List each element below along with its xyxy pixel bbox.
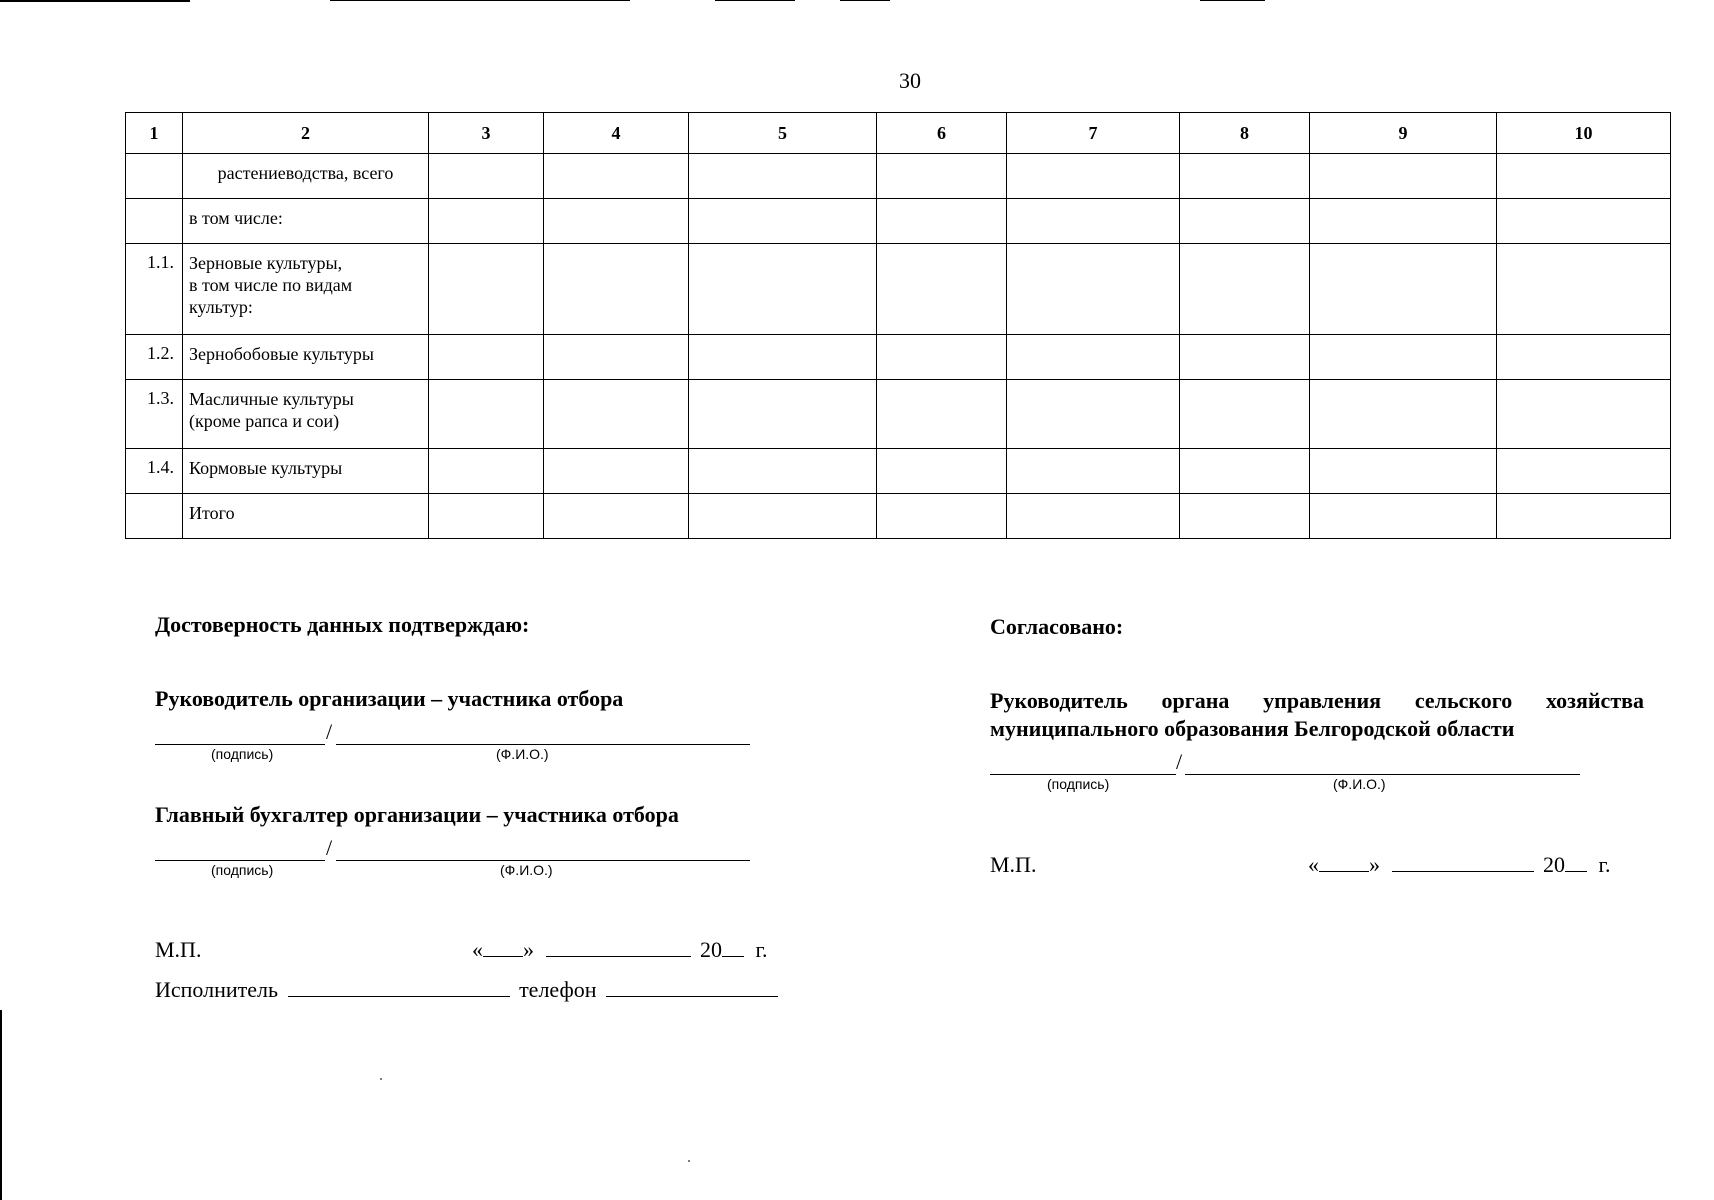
row-name: Зернобобовые культуры (183, 335, 429, 380)
row-name-line: (кроме рапса и сои) (189, 411, 340, 431)
table-cell (1497, 335, 1671, 380)
fio-line[interactable] (336, 860, 750, 861)
table-cell (1007, 449, 1180, 494)
slash-separator: / (1176, 749, 1183, 774)
table-cell (1007, 154, 1180, 199)
month-blank[interactable] (546, 938, 691, 957)
table-row (126, 449, 1671, 494)
executor-row (155, 977, 778, 1003)
quote-close: » (1369, 852, 1380, 877)
table-cell (689, 154, 877, 199)
table-cell (1310, 449, 1497, 494)
row-number (126, 199, 183, 244)
phone-label: телефон (519, 977, 597, 1002)
table-cell (1180, 380, 1310, 449)
scan-edge-top (0, 0, 190, 2)
table-cell (1310, 154, 1497, 199)
table-cell (877, 380, 1007, 449)
table-cell (429, 154, 544, 199)
table-cell (544, 380, 689, 449)
accountant-title: Главный бухгалтер организации – участника отбора (155, 802, 679, 827)
column-header: 7 (1007, 113, 1180, 154)
row-name-line: Масличные культуры (189, 389, 354, 409)
date-field (472, 937, 768, 963)
table-cell (429, 199, 544, 244)
table-cell (1497, 244, 1671, 335)
row-number: 1.1. (126, 244, 183, 335)
table-cell (1497, 380, 1671, 449)
table-cell (429, 335, 544, 380)
table-cell (544, 494, 689, 539)
fio-line[interactable] (1185, 774, 1580, 775)
table-cell (429, 449, 544, 494)
table-cell (1310, 244, 1497, 335)
page-number: 30 (899, 68, 921, 93)
row-number (126, 154, 183, 199)
table-cell (429, 244, 544, 335)
fio-line[interactable] (336, 744, 750, 745)
table-cell (689, 449, 877, 494)
caption-signature: (подпись) (211, 746, 274, 762)
table-cell (877, 199, 1007, 244)
table-cell (1180, 335, 1310, 380)
row-number (126, 494, 183, 539)
table-cell (1310, 199, 1497, 244)
confirm-heading: Достоверность данных подтверждаю: (155, 612, 530, 637)
official-title-line-1: Руководитель органа управления сельского хозяйства (990, 688, 1644, 713)
row-name-line: в том числе по видам (189, 275, 353, 295)
table-cell (689, 244, 877, 335)
column-header: 10 (1497, 113, 1671, 154)
table-cell (877, 335, 1007, 380)
year-prefix: 20 (1543, 852, 1565, 877)
signature-line[interactable] (155, 744, 325, 745)
scan-edge-top (715, 0, 795, 1)
slash-separator: / (326, 719, 333, 744)
column-header: 3 (429, 113, 544, 154)
table-cell (544, 199, 689, 244)
agreed-heading: Согласовано: (990, 614, 1124, 639)
year-blank[interactable] (1565, 853, 1587, 872)
table-cell (544, 449, 689, 494)
row-number: 1.3. (126, 380, 183, 449)
row-name-line: культур: (189, 297, 253, 317)
column-header: 6 (877, 113, 1007, 154)
table-cell (544, 335, 689, 380)
table-cell (1180, 199, 1310, 244)
table-cell (1310, 335, 1497, 380)
year-suffix: г. (755, 937, 768, 962)
data-table (125, 112, 1671, 539)
row-number: 1.2. (126, 335, 183, 380)
scan-edge-left (0, 1010, 2, 1200)
scan-speck (380, 1078, 382, 1080)
quote-close: » (523, 937, 534, 962)
column-header: 1 (126, 113, 183, 154)
table-cell (1310, 380, 1497, 449)
stamp-label: М.П. (155, 937, 202, 962)
table-row (126, 335, 1671, 380)
table-cell (877, 244, 1007, 335)
table-row (126, 380, 1671, 449)
executor-blank[interactable] (288, 978, 510, 997)
phone-blank[interactable] (606, 978, 778, 997)
caption-fio: (Ф.И.О.) (500, 862, 553, 878)
table-cell (429, 494, 544, 539)
table-row (126, 199, 1671, 244)
row-name: растениеводства, всего (183, 154, 429, 199)
quote-open: « (472, 937, 483, 962)
table-cell (877, 494, 1007, 539)
table-cell (1007, 244, 1180, 335)
head-title: Руководитель организации – участника отбора (155, 686, 624, 711)
scan-speck (688, 1160, 690, 1162)
year-suffix: г. (1598, 852, 1611, 877)
table-cell (689, 199, 877, 244)
year-blank[interactable] (722, 938, 744, 957)
quote-open: « (1308, 852, 1319, 877)
row-name-line: Зерновые культуры, (189, 253, 343, 273)
table-cell (1007, 199, 1180, 244)
table-cell (877, 154, 1007, 199)
day-blank[interactable] (1319, 853, 1369, 872)
row-number: 1.4. (126, 449, 183, 494)
table-cell (544, 244, 689, 335)
row-name: в том числе: (183, 199, 429, 244)
scan-edge-top (330, 0, 630, 1)
table-cell (1310, 494, 1497, 539)
date-field (1308, 852, 1611, 878)
caption-signature: (подпись) (211, 862, 274, 878)
table-header-row (126, 113, 1671, 154)
year-prefix: 20 (700, 937, 722, 962)
stamp-label: М.П. (990, 852, 1037, 877)
table-cell (1497, 494, 1671, 539)
table-cell (1180, 494, 1310, 539)
table-cell (544, 154, 689, 199)
caption-signature: (подпись) (1047, 776, 1110, 792)
table-row (126, 494, 1671, 539)
table-cell (1180, 154, 1310, 199)
scan-edge-top (1200, 0, 1265, 1)
column-header: 5 (689, 113, 877, 154)
table-cell (1497, 199, 1671, 244)
table-cell (689, 335, 877, 380)
caption-fio: (Ф.И.О.) (496, 746, 549, 762)
table-cell (1007, 494, 1180, 539)
table-cell (1497, 154, 1671, 199)
table-row (126, 154, 1671, 199)
slash-separator: / (326, 835, 333, 860)
signature-line[interactable] (990, 774, 1176, 775)
executor-label: Исполнитель (155, 977, 279, 1002)
table-cell (1007, 380, 1180, 449)
row-name (183, 244, 429, 335)
table-cell (877, 449, 1007, 494)
table-cell (689, 494, 877, 539)
column-header: 9 (1310, 113, 1497, 154)
table-cell (1180, 244, 1310, 335)
table-cell (1180, 449, 1310, 494)
table-row (126, 244, 1671, 335)
table-cell (429, 380, 544, 449)
column-header: 8 (1180, 113, 1310, 154)
row-name (183, 380, 429, 449)
month-blank[interactable] (1392, 853, 1534, 872)
official-title-line-2: муниципального образования Белгородской области (990, 716, 1515, 741)
column-header: 4 (544, 113, 689, 154)
table-cell (1007, 335, 1180, 380)
table-cell (689, 380, 877, 449)
table-cell (1497, 449, 1671, 494)
scan-edge-top (840, 0, 890, 1)
signature-line[interactable] (155, 860, 325, 861)
row-name: Итого (183, 494, 429, 539)
caption-fio: (Ф.И.О.) (1333, 776, 1386, 792)
row-name: Кормовые культуры (183, 449, 429, 494)
day-blank[interactable] (483, 938, 523, 957)
column-header: 2 (183, 113, 429, 154)
